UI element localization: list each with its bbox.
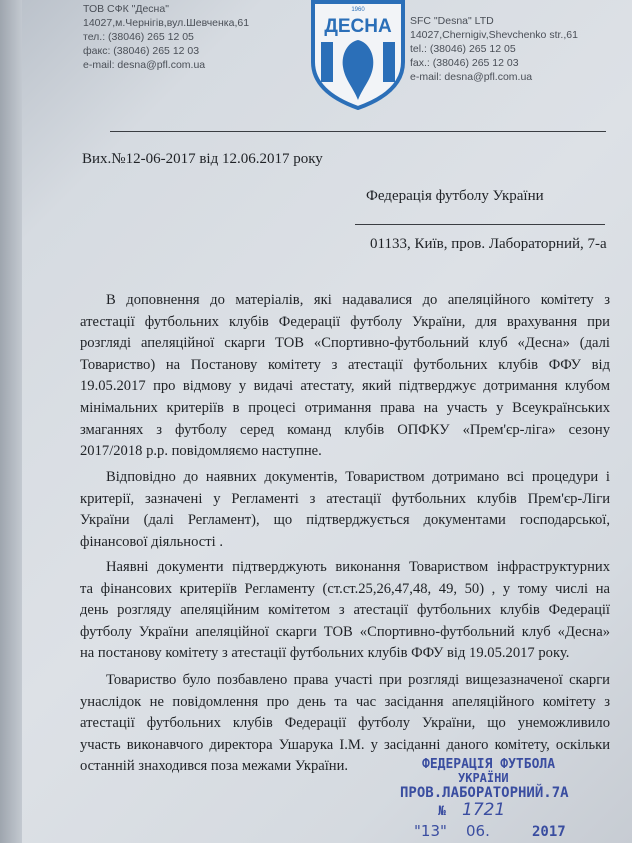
stamp-number: 1721 — [462, 800, 506, 820]
text-line: розгляді апеляційної скарги ТОВ «Спортивно-футбольний клуб «Десна» (далі — [80, 335, 610, 352]
letterhead-fax-en: fax.: (38046) 265 12 03 — [410, 57, 519, 69]
text-line: В доповнення до матеріалів, які надавалися до апеляційного комітету з — [106, 292, 610, 308]
addressee-name: Федерація футболу України — [366, 188, 544, 204]
text-line: 2017/2018 р.р. повідомляємо наступне. — [80, 443, 322, 460]
text-line: унаслідок не повідомлення про день та час засідання апеляційного комітету з — [80, 693, 610, 710]
text-line: змаганнях з футболу серед команд клубів ОПФКУ «Прем'єр-ліга» сезону — [80, 421, 610, 438]
stamp-date-day: "13" — [414, 822, 447, 840]
text-line: футболу України апеляційної скарги ТОВ «Спортивно-футбольний клуб «Десна» — [80, 623, 610, 640]
paper-edge — [0, 0, 22, 843]
text-line: Наявні документи підтверджують виконання Товариством інфраструктурних — [106, 559, 610, 575]
text-line: та фінансових критеріїв Регламенту (ст.ст.25,26,47,48, 49, 50) , у тому числі на — [80, 580, 610, 597]
text-line: атестації футбольних клубів Федерації футболу України, що унеможливило — [80, 715, 610, 732]
addressee-address: 01133, Київ, пров. Лабораторний, 7-а — [370, 236, 607, 252]
letterhead-email-en: e-mail: desna@pfl.com.ua — [410, 71, 533, 83]
text-line: Відповідно до наявних документів, Товариством дотримано всі процедури і — [106, 469, 610, 485]
text-line: критерії, зазначені у Регламенті з атестації футбольних клубів Прем'єр-Ліги — [80, 490, 610, 507]
letterhead-company-ua: ТОВ СФК "Десна" — [83, 3, 169, 15]
logo-year: 1960 — [351, 7, 365, 13]
letterhead-phone-en: tel.: (38046) 265 12 05 — [410, 43, 516, 55]
letterhead-divider — [110, 131, 606, 132]
paragraph-1 — [80, 290, 610, 463]
text-line: України (далі Регламент), що підтверджується документами господарської, — [80, 512, 610, 529]
desna-logo — [303, 0, 413, 110]
text-line: 19.05.2017 про відмову у видачі атестату, який підтверджує дотримання клубом — [80, 378, 610, 395]
letterhead-address-ua: 14027,м.Чернігів,вул.Шевченка,61 — [83, 17, 250, 29]
stamp-line-1: ФЕДЕРАЦІЯ ФУТБОЛА — [422, 757, 556, 772]
paragraph-2 — [80, 467, 610, 553]
text-line: на постанову комітету з атестації футбольних клубів ФФУ від 19.05.2017 року. — [80, 645, 570, 662]
text-line: атестації футбольних клубів Федерації футболу України, для врахування при — [80, 313, 610, 330]
stamp-date-month: 06. — [466, 822, 490, 840]
stamp-date-year: 2017 — [532, 824, 566, 840]
text-line: участь виконавчого директора Ушарука І.М. у засіданні даного комітету, оскільки — [80, 736, 610, 753]
stamp-number-prefix: № — [438, 804, 446, 819]
stamp-line-3: ПРОВ.ЛАБОРАТОРНИЙ.7А — [400, 785, 569, 801]
letterhead-right — [410, 14, 578, 84]
letterhead-left — [83, 2, 249, 72]
incoming-stamp — [400, 758, 620, 842]
text-line: Товариство) на Постанову комітету з атестації футбольних клубів ФФУ від — [80, 356, 610, 373]
logo-text: ДЕСНА — [324, 16, 392, 37]
text-line: день розгляду апеляційним комітетом з атестації футбольних клубів Федерації — [80, 602, 610, 619]
letterhead-email-ua: e-mail: desna@pfl.com.ua — [83, 59, 206, 71]
letterhead-address-en: 14027,Chernigiv,Shevchenko str.,61 — [410, 29, 578, 41]
letterhead-company-en: SFC "Desna" LTD — [410, 15, 494, 27]
text-line: Товариство було позбавлено права участі при розгляді вищезазначеної скарги — [106, 672, 610, 688]
paragraph-3 — [80, 557, 610, 665]
text-line: останній знаходився поза межами України. — [80, 758, 349, 775]
addressee-divider — [355, 224, 605, 225]
letterhead-phone-ua: тел.: (38046) 265 12 05 — [83, 31, 194, 43]
text-line: фінансової діяльності . — [80, 533, 223, 550]
outgoing-number: Вих.№12-06-2017 від 12.06.2017 року — [82, 151, 323, 167]
stamp-line-2: УКРАЇНИ — [458, 771, 509, 785]
letterhead-fax-ua: факс: (38046) 265 12 03 — [83, 45, 200, 57]
text-line: мінімальних критеріїв в процесі отримання права на участь у Всеукраїнських — [80, 399, 610, 416]
